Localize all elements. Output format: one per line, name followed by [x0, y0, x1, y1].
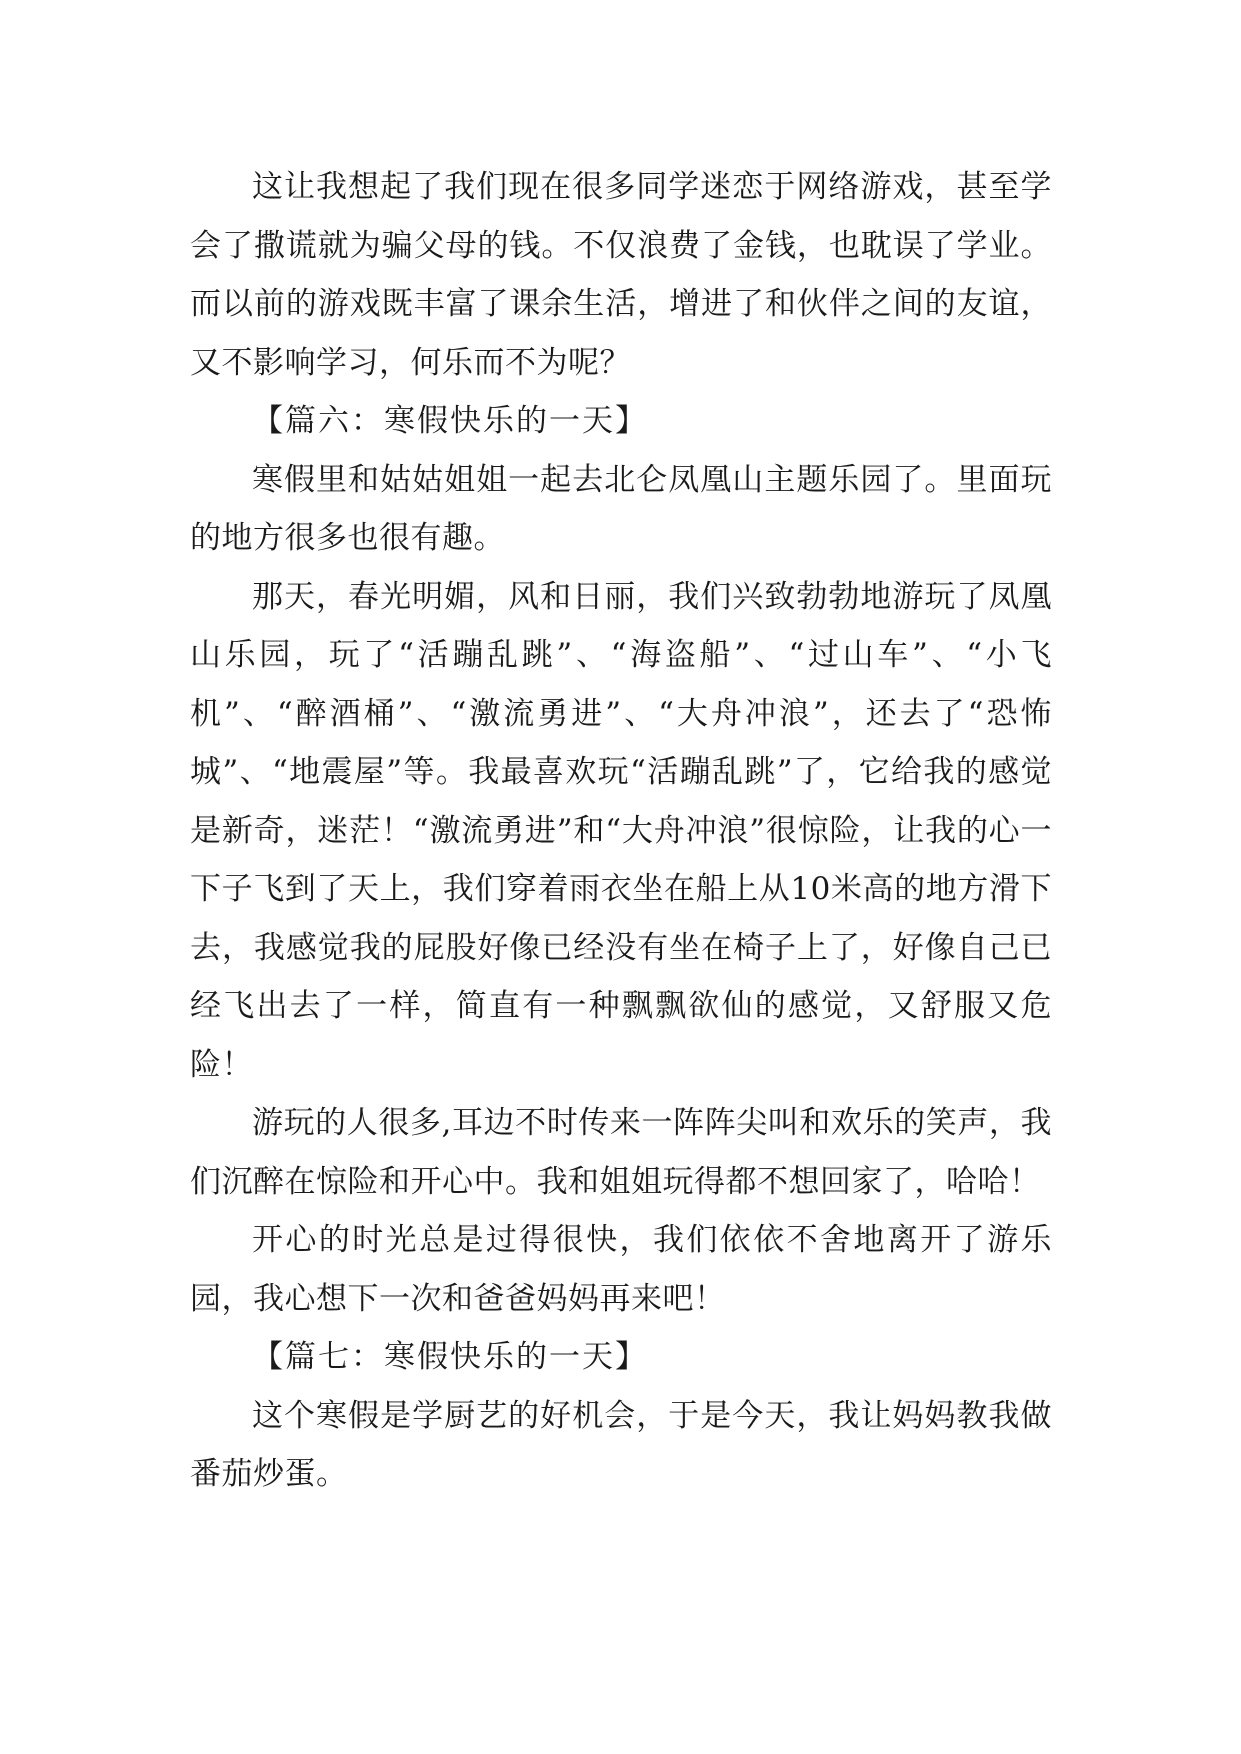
section-heading-part-six: 【篇六：寒假快乐的一天】 — [252, 403, 648, 439]
section-heading-part-seven: 【篇七：寒假快乐的一天】 — [252, 1339, 648, 1375]
document-page — [190, 158, 1052, 1504]
paragraph-cooking: 这个寒假是学厨艺的好机会，于是今天，我让妈妈教我做番茄炒蛋。 — [190, 1397, 1052, 1492]
paragraph-online-games: 这让我想起了我们现在很多同学迷恋于网络游戏，甚至学会了撒谎就为骗父母的钱。不仅浪费了金钱，也耽误了学业。而以前的游戏既丰富了课余生活，增进了和伙伴之间的友谊，又不影响学习，何乐而不为呢？ — [190, 169, 1052, 381]
paragraph-theme-park-intro: 寒假里和姑姑姐姐一起去北仑凤凰山主题乐园了。里面玩的地方很多也很有趣。 — [190, 461, 1052, 556]
paragraph-leaving-park: 开心的时光总是过得很快，我们依依不舍地离开了游乐园，我心想下一次和爸爸妈妈再来吧！ — [190, 1222, 1052, 1317]
paragraph-theme-park-rides: 那天，春光明媚，风和日丽，我们兴致勃勃地游玩了凤凰山乐园，玩了“活蹦乱跳”、“海盗船”、“过山车”、“小飞机”、“醉酒桶”、“激流勇进”、“大舟冲浪”，还去了“恐怖城”、“地震屋”等。我最喜欢玩“活蹦乱跳”了，它给我的感觉是新奇，迷茫！“激流勇进”和“大舟冲浪”很惊险，让我的心一下子飞到了天上，我们穿着雨衣坐在船上从10米高的地方滑下去，我感觉我的屁股好像已经没有坐在椅子上了，好像自己已经飞出去了一样，简直有一种飘飘欲仙的感觉，又舒服又危险！ — [190, 578, 1052, 1083]
paragraph-crowd-laughter: 游玩的人很多,耳边不时传来一阵阵尖叫和欢乐的笑声，我们沉醉在惊险和开心中。我和姐姐玩得都不想回家了，哈哈！ — [190, 1105, 1052, 1200]
